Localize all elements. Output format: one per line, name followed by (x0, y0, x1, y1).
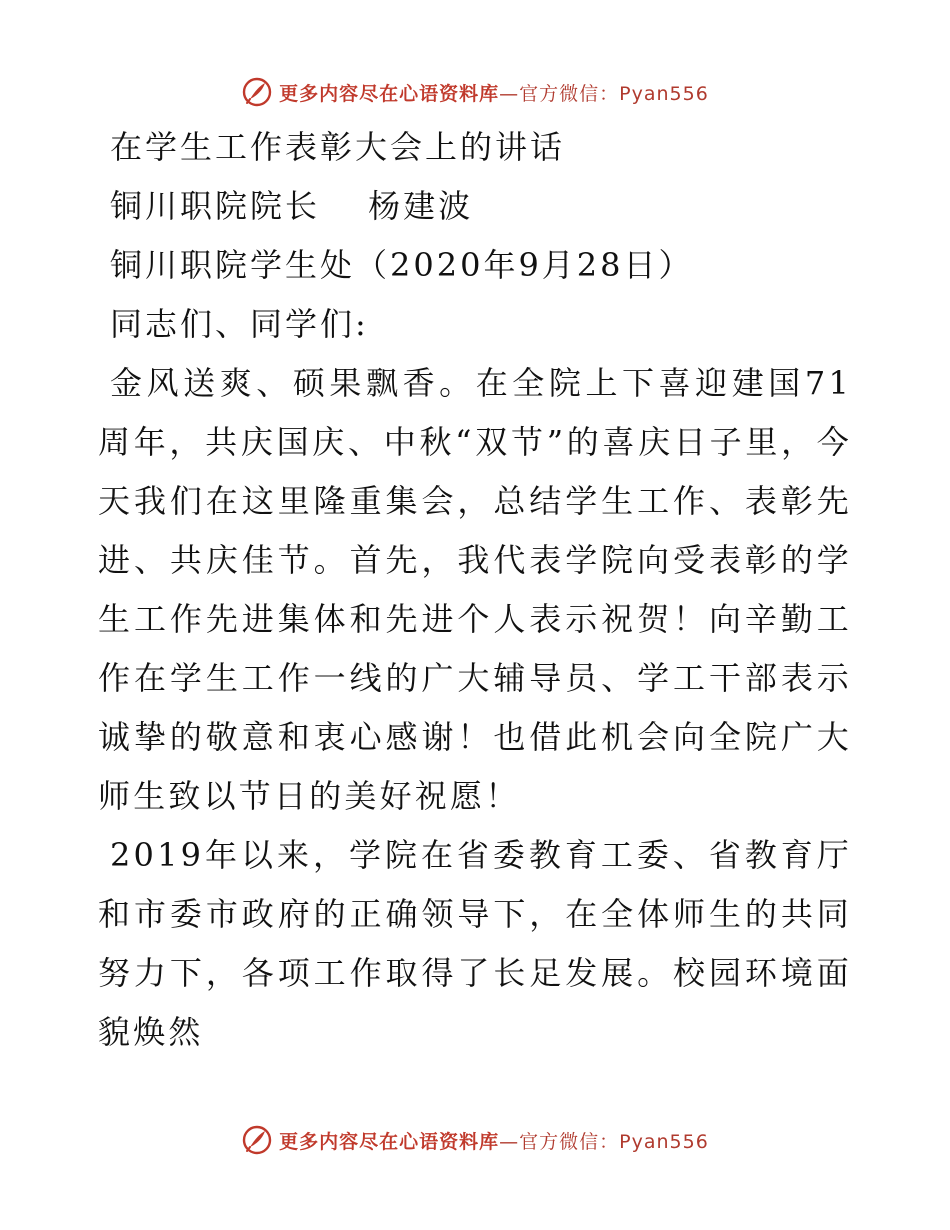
feather-pen-logo-icon (241, 1124, 273, 1156)
issuer-date-line: 铜川职院学生处（2020年9月28日） (110, 246, 694, 284)
paragraph: 2019年以来，学院在省委教育工委、省教育厅和市委市政府的正确领导下，在全体师生的共同努力下，各项工作取得了长足发展。校园环境面貌焕然 (98, 836, 852, 1051)
document-body (98, 118, 852, 1062)
speaker-line: 铜川职院院长 杨建波 (110, 187, 474, 225)
feather-pen-logo-icon (241, 76, 273, 108)
document-title: 在学生工作表彰大会上的讲话 (110, 128, 566, 166)
footer-watermark (0, 1120, 950, 1160)
watermark-text: 更多内容尽在心语资料库—官方微信：Pyan556 (279, 82, 709, 105)
paragraph: 金风送爽、硕果飘香。在全院上下喜迎建国71周年，共庆国庆、中秋“双节”的喜庆日子里，今天我们在这里隆重集会，总结学生工作、表彰先进、共庆佳节。首先，我代表学院向受表彰的学生工作先进集体和先进个人表示祝贺！向辛勤工作在学生工作一线的广大辅导员、学工干部表示诚挚的敬意和衷心感谢！也借此机会向全院广大师生致以节日的美好祝愿！ (98, 364, 852, 815)
salutation: 同志们、同学们: (110, 305, 369, 343)
watermark-text: 更多内容尽在心语资料库—官方微信：Pyan556 (279, 1130, 709, 1153)
header-watermark (0, 72, 950, 112)
